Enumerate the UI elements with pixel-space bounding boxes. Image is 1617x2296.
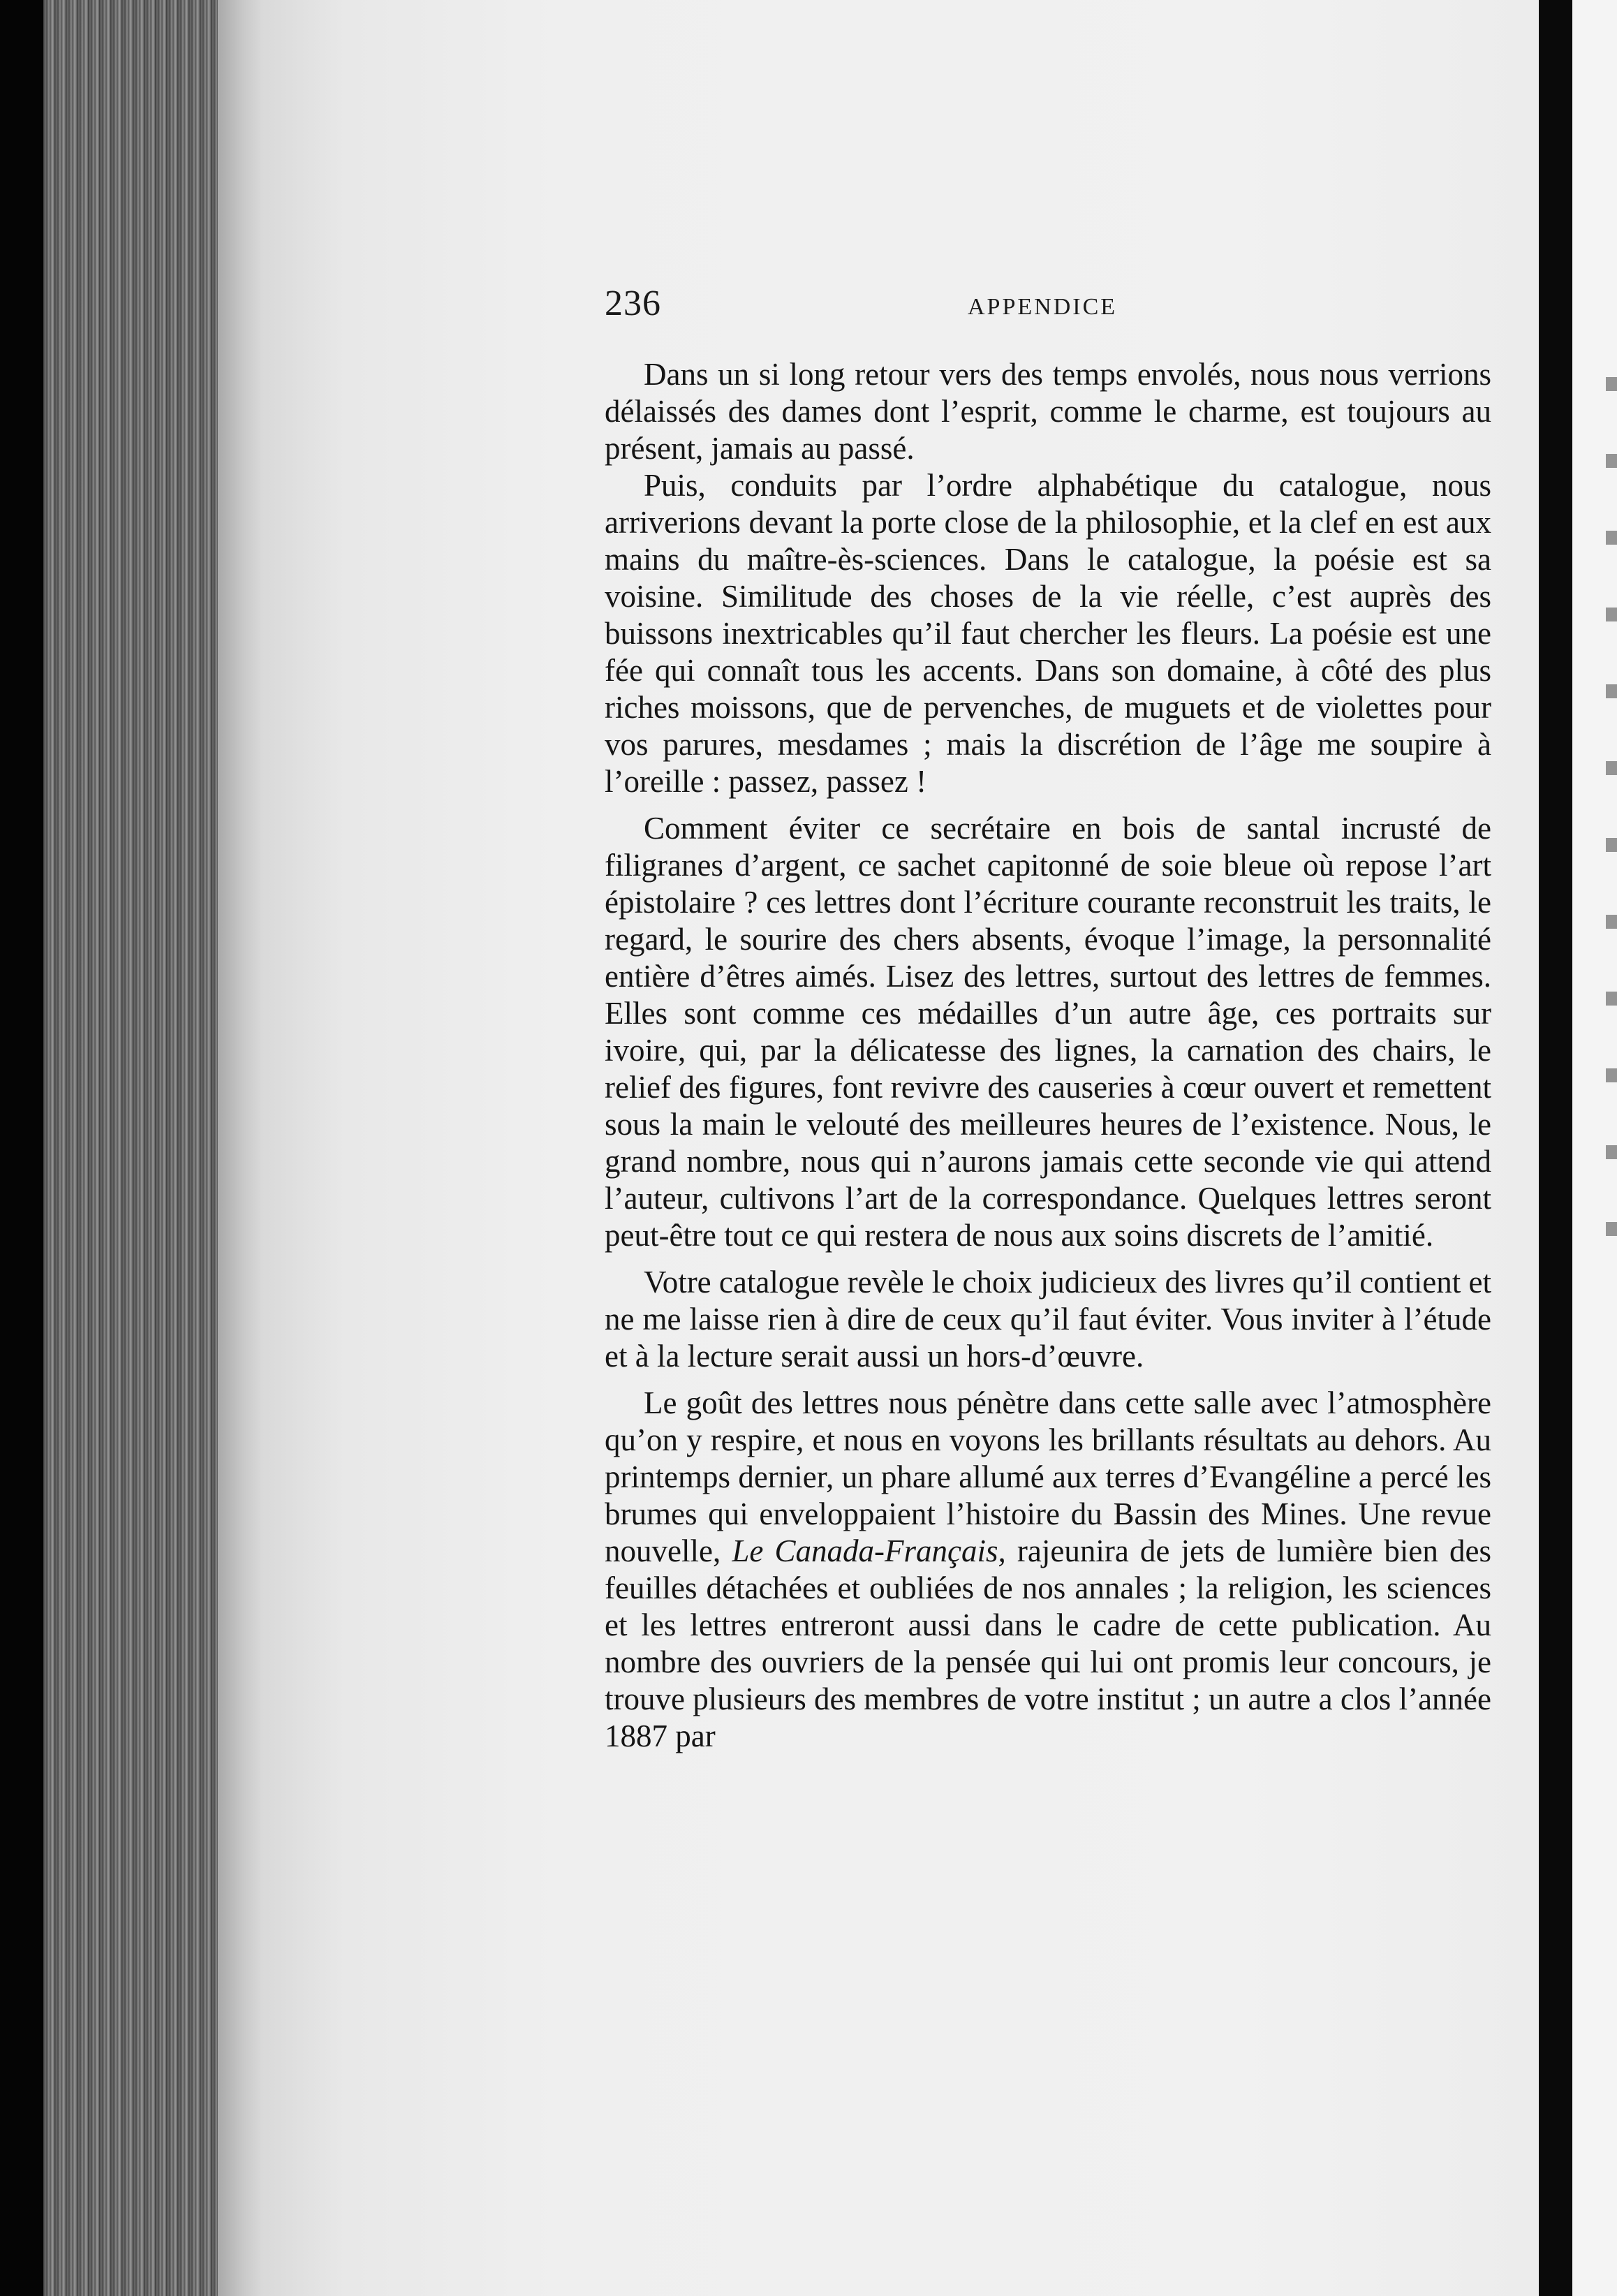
paragraph-2: Puis, conduits par l’ordre alphabétique du catalogue, nous arriverions devant la porte close de la philosophie, et la clef en est aux mains du maître-ès-sciences. Dans le catalogue, la poésie est sa voisine. Similitude des choses de la vie réelle, c’est auprès des buissons inextricables qu’il faut chercher les fleurs. La poésie est une fée qui connaît tous les accents. Dans son domaine, à côté des plus riches moissons, que de pervenches, de muguets et de violettes pour vos parures, mesdames ; mais la discrétion de l’âge me soupire à l’oreille : passez, passez ! bbox=[605, 468, 1491, 799]
page-number: 236 bbox=[605, 284, 661, 323]
section-title: APPENDICE bbox=[968, 294, 1118, 320]
paragraph-3: Comment éviter ce secrétaire en bois de santal incrusté de filigranes d’argent, ce sachet capitonné de soie bleue où repose l’art épistolaire ? ces lettres dont l’écriture courante reconstruit les traits, le regard, le sourire des chers absents, évoque l’image, la personnalité entière d’êtres aimés. Lisez des lettres, surtout des lettres de femmes. Elles sont comme ces médailles d’un autre âge, ces portraits sur ivoire, qui, par la délicatesse des lignes, la carnation des chairs, le relief des figures, font revivre des causeries à cœur ouvert et remettent sous la main le velouté des meilleures heures de l’existence. Nous, le grand nombre, nous qui n’aurons jamais cette seconde vie qui attend l’auteur, cultivons l’art de la correspondance. Quelques lettres seront peut-être tout ce qui restera de nous aux soins discrets de l’amitié. bbox=[605, 811, 1491, 1253]
facing-page-text-fragments bbox=[1606, 349, 1617, 1257]
journal-title: Le Canada-Français, bbox=[732, 1533, 1006, 1568]
running-head bbox=[605, 279, 1491, 328]
paragraph-5-text-b: rajeunira de jets de lumière bien des feuilles détachées et oubliées de nos annales ; la religion, les sciences et les lettres entreront aussi dans le cadre de cette publication. Au nombre des ouvriers de la pensée qui lui ont promis leur concours, je trouve plusieurs des membres de votre institut ; un autre a clos l’année 1887 par bbox=[605, 1533, 1492, 1753]
body-text bbox=[605, 356, 1491, 1765]
book-gutter bbox=[1539, 0, 1572, 2296]
scan-border-left bbox=[0, 0, 43, 2296]
paragraph-1: Dans un si long retour vers des temps envolés, nous nous verrions délaissés des dames dont l’esprit, comme le charme, est toujours au présent, jamais au passé. bbox=[605, 357, 1491, 466]
paragraph-5-text-a: Le goût des lettres nous pénètre dans cette salle avec l’atmosphère qu’on y respire, et nous en voyons les brillants résultats au dehors. Au printemps dernier, un phare allumé aux terres d’Evangéline a percé les brumes qui enveloppaient l’histoire du Bassin des Mines. Une revue nouvelle, bbox=[605, 1385, 1491, 1568]
paragraph-4: Votre catalogue revèle le choix judicieux des livres qu’il contient et ne me laisse rien à dire de ceux qu’il faut éviter. Vous inviter à l’étude et à la lecture serait aussi un hors-d’œuvre. bbox=[605, 1265, 1491, 1374]
paragraph-5 bbox=[605, 1385, 1491, 1755]
page-edges bbox=[43, 0, 261, 2296]
